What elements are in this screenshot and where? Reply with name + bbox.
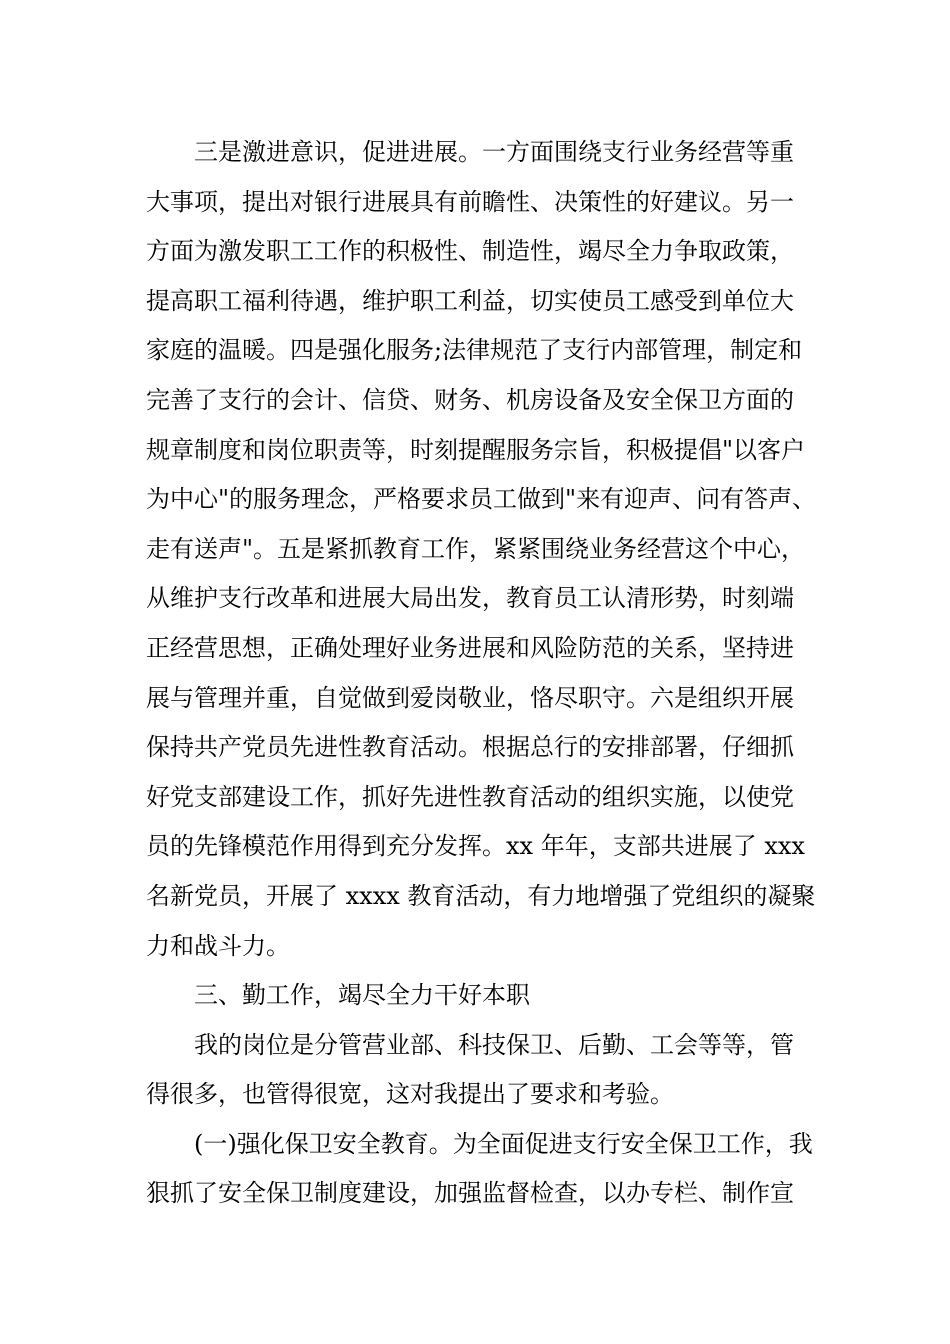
paragraph-line: 三是激进意识，促进进展。一方面围绕支行业务经营等重: [194, 138, 794, 166]
paragraph-line: 走有送声"。五是紧抓教育工作，紧紧围绕业务经营这个中心，: [146, 534, 806, 563]
paragraph-line: (一)强化保卫安全教育。为全面促进支行安全保卫工作，我: [194, 1129, 813, 1158]
paragraph-line: 完善了支行的会计、信贷、财务、机房设备及安全保卫方面的: [146, 385, 794, 414]
section-heading: 三、勤工作，竭尽全力干好本职: [194, 981, 530, 1010]
paragraph-line: 狠抓了安全保卫制度建设，加强监督检查，以办专栏、制作宣: [146, 1179, 794, 1208]
paragraph-line: 得很多，也管得很宽，这对我提出了要求和考验。: [146, 1080, 674, 1109]
paragraph-line: 力和战斗力。: [146, 931, 290, 960]
paragraph-line: 为中心"的服务理念，严格要求员工做到"来有迎声、问有答声、: [146, 485, 817, 514]
paragraph-line: 保持共产党员先进性教育活动。根据总行的安排部署，仔细抓: [146, 733, 794, 762]
paragraph-line: 我的岗位是分管营业部、科技保卫、后勤、工会等等，管: [194, 1030, 794, 1059]
paragraph-line: 从维护支行改革和进展大局出发，教育员工认清形势，时刻端: [146, 584, 794, 613]
paragraph-line: 提高职工福利待遇，维护职工利益，切实使员工感受到单位大: [146, 286, 794, 315]
paragraph-line: 正经营思想，正确处理好业务进展和风险防范的关系，坚持进: [146, 633, 794, 662]
paragraph-line: 规章制度和岗位职责等，时刻提醒服务宗旨，积极提倡"以客户: [146, 435, 806, 464]
paragraph-line: 展与管理并重，自觉做到爱岗敬业，恪尽职守。六是组织开展: [146, 683, 794, 712]
paragraph-line: 员的先锋模范作用得到充分发挥。xx 年年，支部共进展了 xxx: [146, 832, 805, 861]
paragraph-line: 家庭的温暖。四是强化服务;法律规范了支行内部管理，制定和: [146, 336, 803, 365]
paragraph-line: 好党支部建设工作，抓好先进性教育活动的组织实施，以使党: [146, 782, 794, 811]
paragraph-line: 名新党员，开展了 xxxx 教育活动，有力地增强了党组织的凝聚: [146, 881, 816, 910]
body-text: [146, 128, 826, 1219]
paragraph-line: 方面为激发职工工作的积极性、制造性，竭尽全力争取政策，: [146, 237, 794, 266]
paragraph-line: 大事项，提出对银行进展具有前瞻性、决策性的好建议。另一: [146, 187, 794, 216]
